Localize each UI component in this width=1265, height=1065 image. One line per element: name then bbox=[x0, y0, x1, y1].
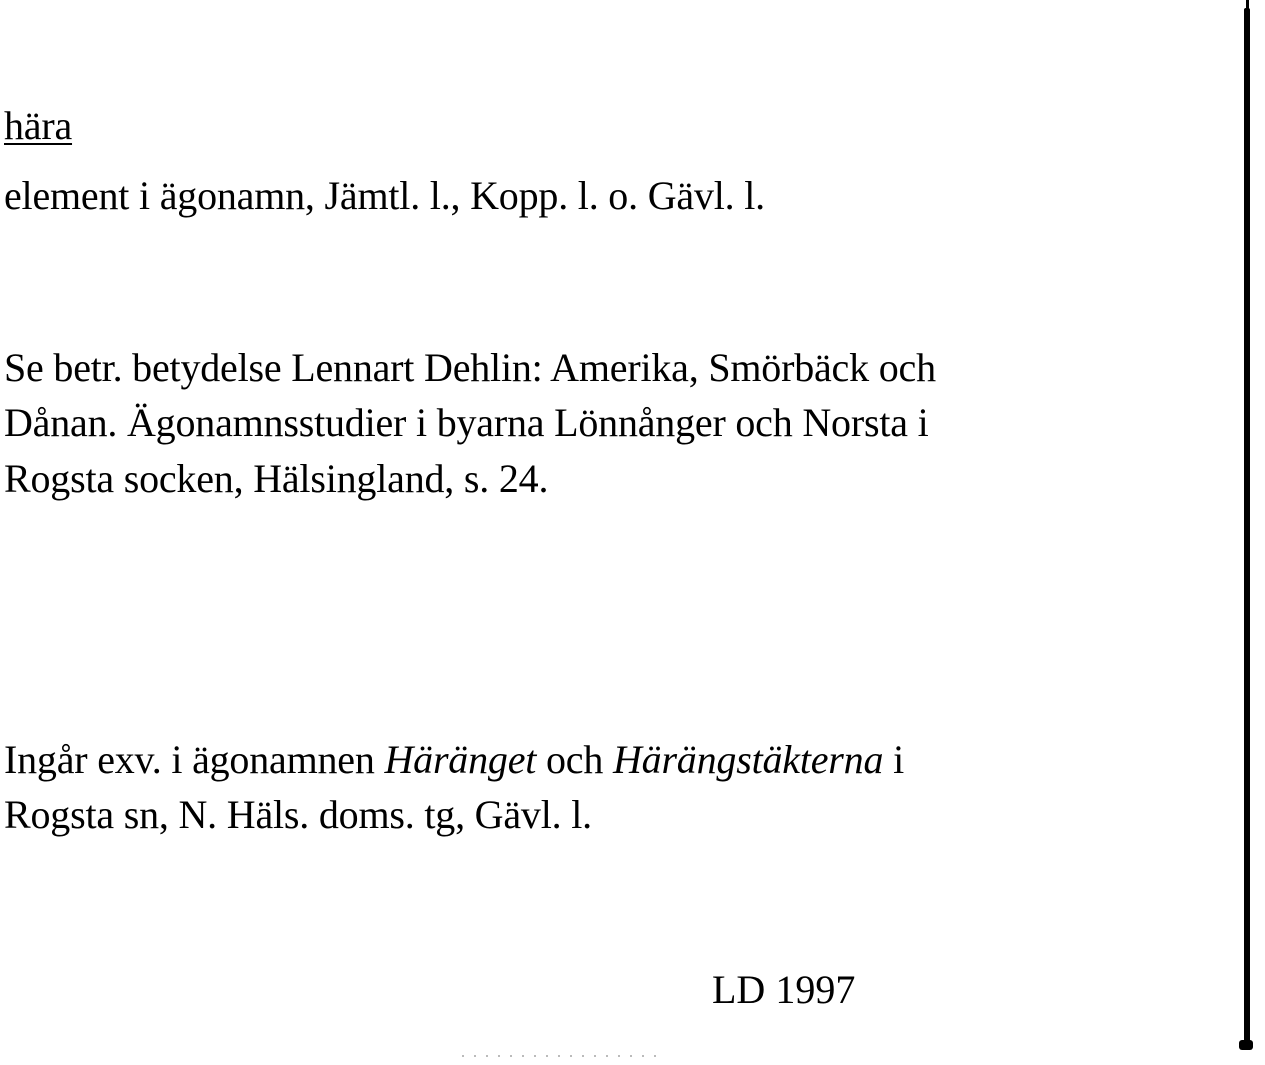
example-line-2: Rogsta sn, N. Häls. doms. tg, Gävl. l. bbox=[4, 792, 592, 837]
headword: hära bbox=[4, 103, 73, 148]
example-suffix: i bbox=[883, 737, 904, 782]
definition-text: element i ägonamn, Jämtl. l., Kopp. l. o. Gävl. l. bbox=[4, 173, 765, 218]
card-edge-bottom bbox=[1239, 1040, 1253, 1050]
example-line-1 bbox=[4, 732, 904, 788]
reference-line-3: Rogsta socken, Hälsingland, s. 24. bbox=[4, 456, 549, 501]
reference-line-1: Se betr. betydelse Lennart Dehlin: Amerika, Smörbäck och bbox=[4, 345, 936, 390]
signature: LD 1997 bbox=[712, 967, 856, 1012]
example-name-2: Härängstäkterna bbox=[612, 737, 884, 782]
reference-line-2: Dånan. Ägonamnsstudier i byarna Lönnånger och Norsta i bbox=[4, 400, 929, 445]
card-edge-border bbox=[1244, 8, 1250, 1048]
scan-specks bbox=[462, 1055, 662, 1057]
example-name-1: Häränget bbox=[384, 737, 537, 782]
example-prefix: Ingår exv. i ägonamnen bbox=[4, 737, 385, 782]
example-middle: och bbox=[536, 737, 613, 782]
